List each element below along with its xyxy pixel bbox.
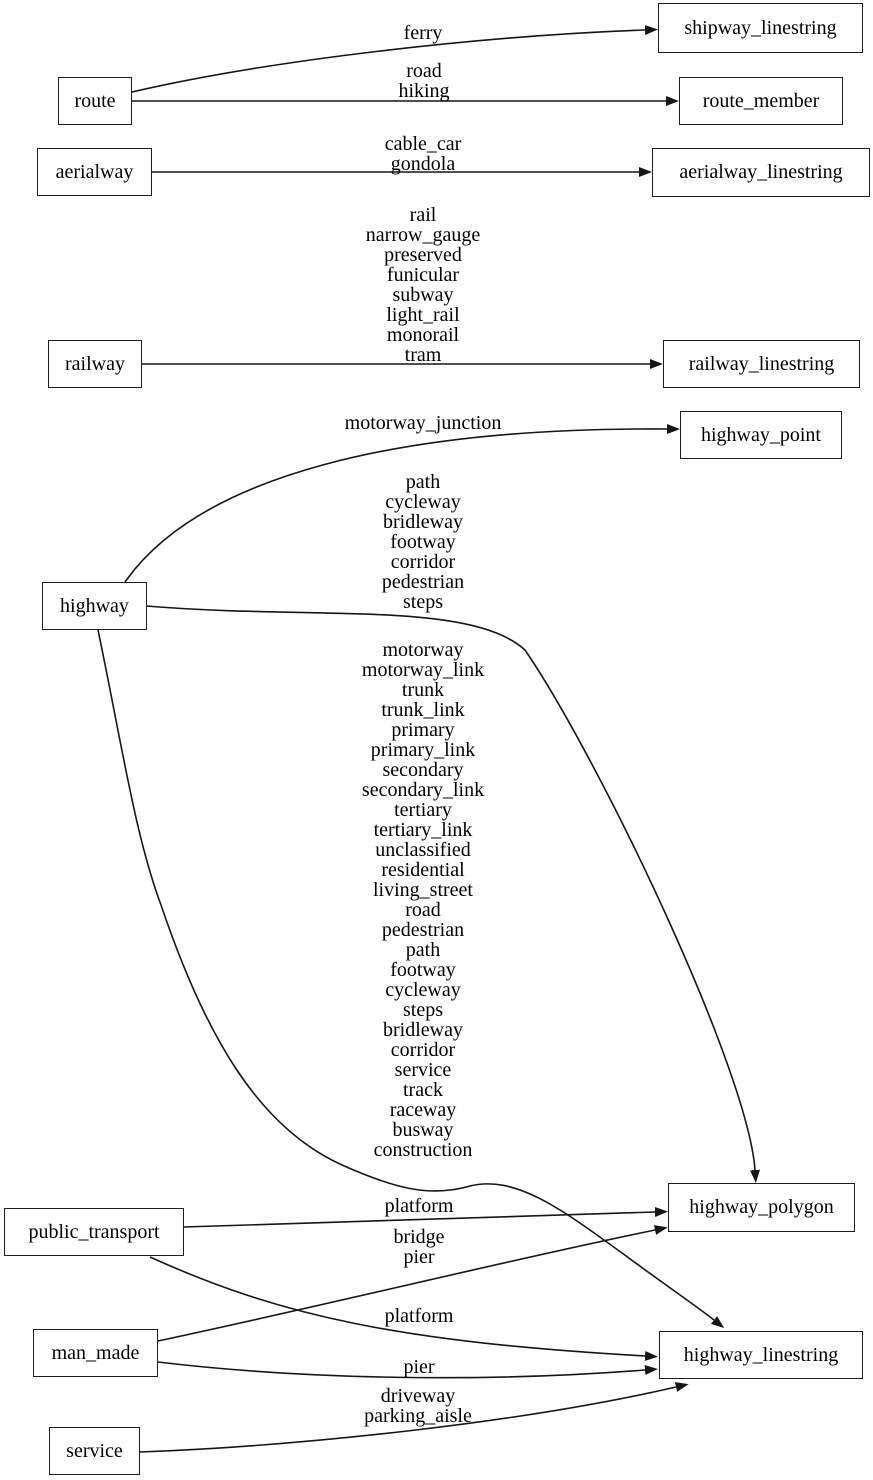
edge-label-bridge-pier: [289, 1227, 549, 1267]
node-highway_linestring: highway_linestring: [659, 1331, 863, 1379]
node-route_member: route_member: [679, 77, 843, 125]
edge-label-line: bridleway: [383, 511, 463, 533]
edge-label-line: tertiary_link: [373, 819, 473, 841]
edge-label-line: living_street: [373, 879, 473, 901]
node-aerialway: aerialway: [37, 148, 152, 196]
edge-label-line: road: [406, 60, 442, 82]
edge-label-road-hiking: [294, 61, 554, 101]
edge-label-line: corridor: [390, 1039, 456, 1061]
edge-label-line: unclassified: [375, 839, 471, 861]
edge-label-pier-line: [289, 1357, 549, 1377]
edge-label-line: platform: [384, 1305, 454, 1327]
edge-label-line: trunk: [401, 679, 445, 701]
edge-label-line: pier: [403, 1246, 435, 1268]
edge-label-line: tram: [404, 344, 442, 366]
edge-label-line: secondary_link: [361, 779, 485, 801]
edge-label-line: residential: [381, 859, 465, 881]
edge-label-line: preserved: [384, 244, 462, 266]
edge-label-railway-types: [293, 205, 553, 365]
edge-label-line: driveway: [380, 1385, 456, 1407]
edge-label-line: hiking: [398, 80, 450, 102]
edge-label-line: busway: [392, 1119, 454, 1141]
node-aerialway_linestring: aerialway_linestring: [652, 148, 870, 197]
edge-label-line: gondola: [390, 153, 456, 175]
node-highway_polygon: highway_polygon: [668, 1183, 855, 1232]
edge-label-ferry: [293, 23, 553, 43]
edge-label-line: monorail: [386, 324, 460, 346]
edge-label-line: rail: [409, 204, 437, 226]
edge-label-line: path: [405, 471, 441, 493]
edge-label-line: service: [394, 1059, 452, 1081]
edge-label-line: construction: [373, 1139, 473, 1161]
edge-label-line: cycleway: [385, 491, 461, 513]
edge-label-line: motorway_link: [361, 659, 485, 681]
node-route: route: [58, 77, 132, 125]
node-shipway_linestring: shipway_linestring: [658, 3, 863, 53]
edge-label-cablecar-gondola: [293, 134, 553, 174]
edge-label-line: ferry: [403, 22, 443, 44]
edge-label-line: light_rail: [386, 304, 460, 326]
edge-label-line: funicular: [386, 264, 460, 286]
edge-label-line: pedestrian: [381, 919, 465, 941]
edge-label-platform-line: [289, 1306, 549, 1326]
edge-label-line: steps: [403, 999, 443, 1021]
edge-label-line: secondary: [382, 759, 464, 781]
edge-label-driveway-parking: [288, 1386, 548, 1426]
edge-label-highway-line-types: [293, 640, 553, 1160]
node-highway_point: highway_point: [680, 411, 842, 459]
edge-label-line: primary_link: [370, 739, 476, 761]
edge-label-line: cable_car: [384, 133, 462, 155]
edge-label-line: parking_aisle: [364, 1405, 472, 1427]
edge-label-motorway-junction: [293, 413, 553, 433]
edge-label-line: footway: [390, 531, 456, 553]
edge-label-line: platform: [384, 1195, 454, 1217]
edge-label-line: corridor: [390, 551, 456, 573]
node-railway_linestring: railway_linestring: [663, 340, 860, 388]
edge-label-line: subway: [392, 284, 454, 306]
edge-label-line: raceway: [389, 1099, 457, 1121]
edge-label-line: primary: [391, 719, 455, 741]
node-railway: railway: [48, 340, 142, 388]
edge-label-line: bridleway: [383, 1019, 463, 1041]
edge-label-line: path: [405, 939, 441, 961]
edge-label-line: footway: [390, 959, 456, 981]
edge-label-line: road: [405, 899, 441, 921]
edge-label-highway-area-types: [293, 472, 553, 612]
node-public_transport: public_transport: [4, 1208, 184, 1256]
node-highway: highway: [42, 582, 147, 630]
node-man_made: man_made: [33, 1329, 158, 1377]
edge-label-line: motorway: [382, 639, 464, 661]
edge-label-line: bridge: [393, 1226, 445, 1248]
edge-label-line: motorway_junction: [344, 412, 502, 434]
edge-label-line: pedestrian: [381, 571, 465, 593]
node-service: service: [49, 1427, 140, 1475]
edge-label-line: pier: [403, 1356, 435, 1378]
edge-label-line: steps: [403, 591, 443, 613]
edge-label-line: tertiary: [394, 799, 452, 821]
edge-label-line: narrow_gauge: [365, 224, 481, 246]
edge-label-line: cycleway: [385, 979, 461, 1001]
edge-label-line: track: [403, 1079, 443, 1101]
edge-label-line: trunk_link: [381, 699, 465, 721]
edge-label-platform-polygon: [289, 1196, 549, 1216]
